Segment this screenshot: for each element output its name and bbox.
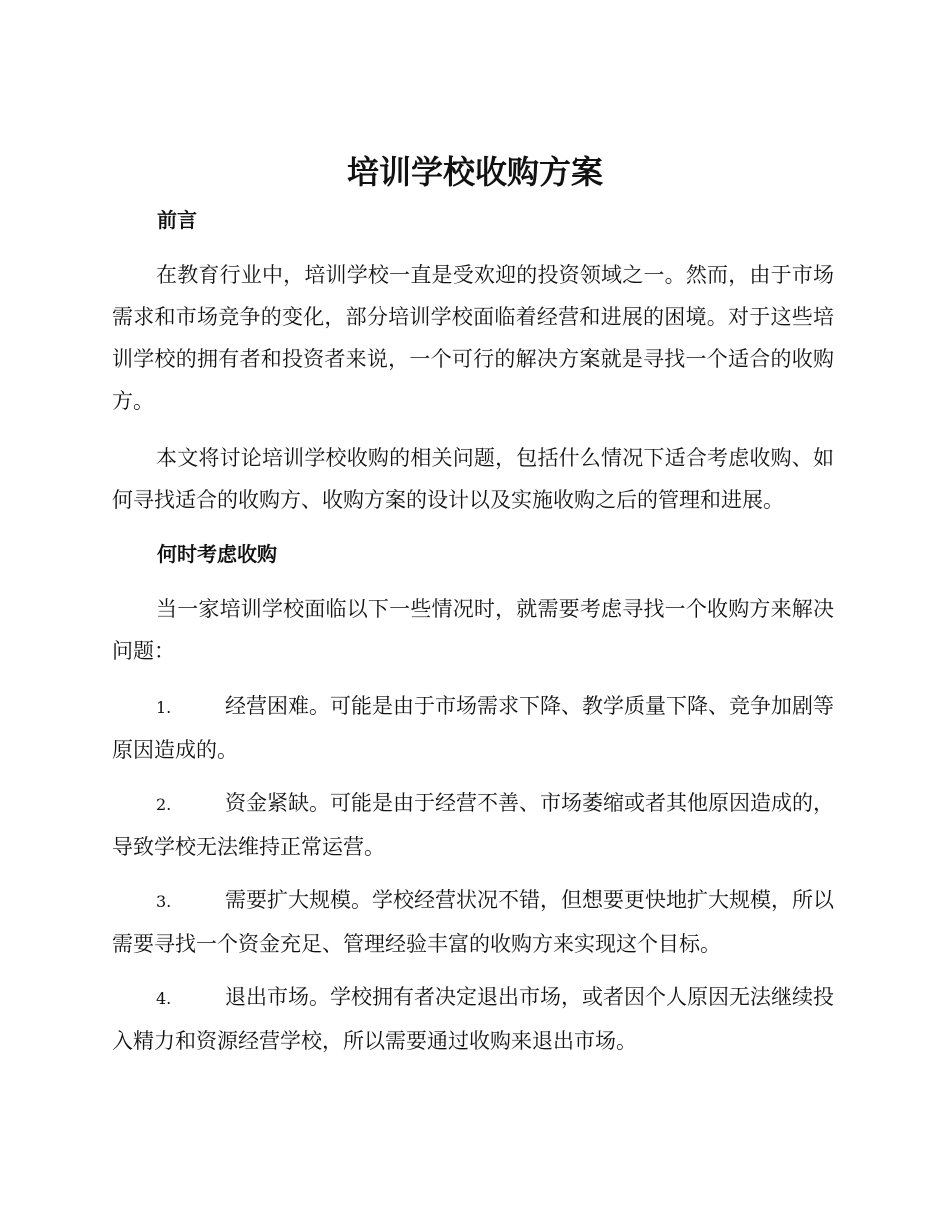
list-item-text: 资金紧缺。可能是由于经营不善、市场萎缩或者其他原因造成的，导致学校无法维持正常运营。 [112, 791, 834, 859]
list-item-number: 3. [156, 892, 172, 911]
list-item [112, 879, 834, 965]
paragraph: 当一家培训学校面临以下一些情况时，就需要考虑寻找一个收购方来解决问题： [112, 597, 834, 663]
list-item-number: 4. [156, 989, 172, 1008]
section-heading-preface: 前言 [157, 208, 197, 232]
list-item-text: 需要扩大规模。学校经营状况不错，但想要更快地扩大规模，所以需要寻找一个资金充足、管理经验丰富的收购方来实现这个目标。 [112, 888, 834, 956]
paragraph: 本文将讨论培训学校收购的相关问题，包括什么情况下适合考虑收购、如何寻找适合的收购方、收购方案的设计以及实施收购之后的管理和进展。 [112, 446, 834, 512]
section-heading-when-to-acquire: 何时考虑收购 [157, 542, 277, 566]
list-item-number: 1. [156, 698, 172, 717]
list-item-number: 2. [156, 795, 172, 814]
document-title: 培训学校收购方案 [346, 153, 603, 191]
list-item [112, 976, 834, 1062]
list-item [112, 782, 834, 868]
list-item-text: 退出市场。学校拥有者决定退出市场，或者因个人原因无法继续投入精力和资源经营学校，所以需要通过收购来退出市场。 [112, 985, 834, 1053]
paragraph: 在教育行业中，培训学校一直是受欢迎的投资领域之一。然而，由于市场需求和市场竞争的变化，部分培训学校面临着经营和进展的困境。对于这些培训学校的拥有者和投资者来说，一个可行的解决方案就是寻找一个适合的收购方。 [112, 263, 834, 413]
list-item-text: 经营困难。可能是由于市场需求下降、教学质量下降、竞争加剧等原因造成的。 [112, 694, 834, 762]
list-item [112, 685, 834, 771]
